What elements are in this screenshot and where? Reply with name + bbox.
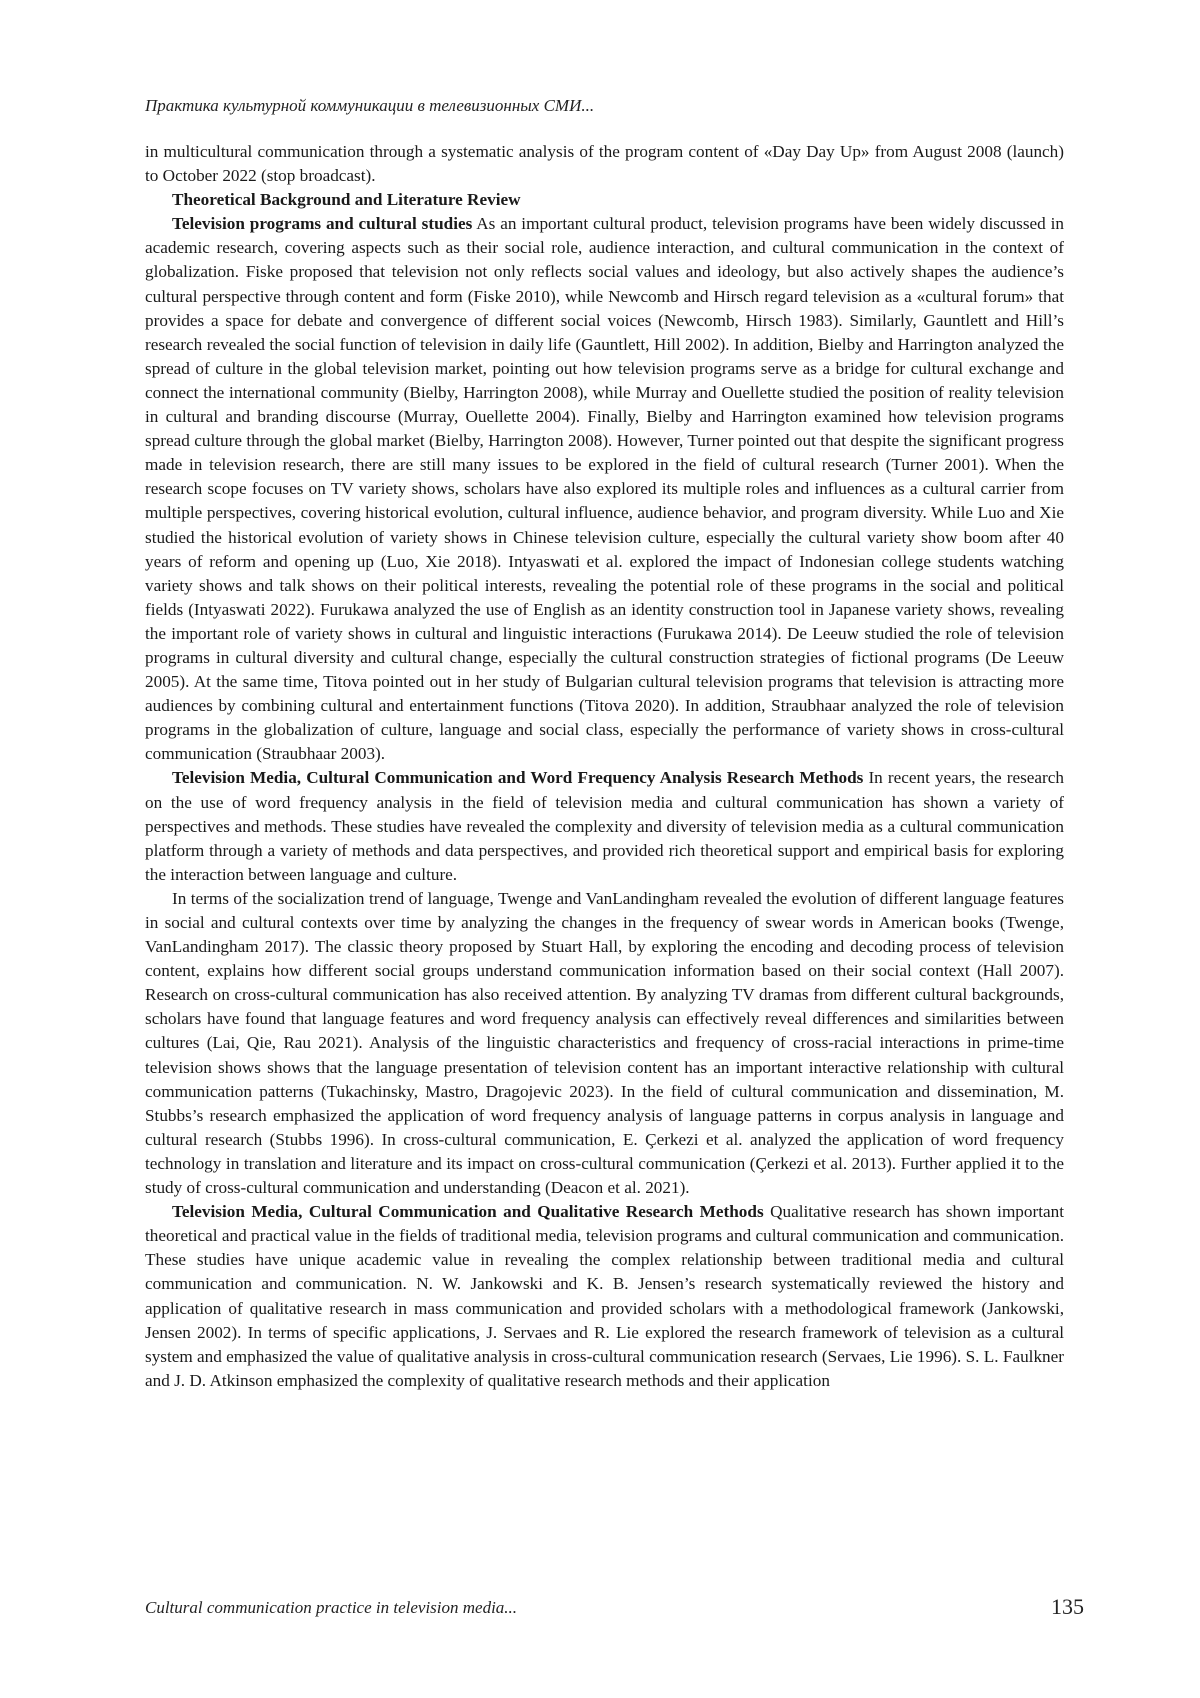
- paragraph-television-programs: [145, 212, 1064, 766]
- paragraph-intro-continuation: in multicultural communication through a systematic analysis of the program content of «Day Day Up» from August 2008 (launch) to October 2022 (stop broadcast).: [145, 142, 1064, 186]
- run-in-heading-qualitative: Television Media, Cultural Communication and Qualitative Research Methods: [172, 1202, 764, 1222]
- paragraph-text: Qualitative research has shown important theoretical and practical value in the fields of traditional media, television programs and cultural communication and communication. These studies have unique academic value in revealing the complex relationship between traditional media and cultural communication and communication. N. W. Jankowski and K. B. Jensen’s research systematically reviewed the history and application of qualitative research in mass communication and provided scholars with a methodological framework (Jankowski, Jensen 2002). In terms of specific applications, J. Servaes and R. Lie explored the research framework of television as a cultural system and emphasized the value of qualitative analysis in cross-cultural communication research (Servaes, Lie 1996). S. L. Faulkner and J. D. Atkinson emphasized the complexity of qualitative research methods and their application: [145, 1202, 1064, 1390]
- article-body: [145, 140, 1064, 1393]
- paragraph-socialization-trend: In terms of the socialization trend of language, Twenge and VanLandingham revealed the evolution of different language features in social and cultural contexts over time by analyzing the changes in the frequency of swear words in American books (Twenge, VanLandingham 2017). The classic theory proposed by Stuart Hall, by exploring the encoding and decoding process of television content, explains how different social groups understand communication information based on their social context (Hall 2007). Research on cross-cultural communication has also received attention. By analyzing TV dramas from different cultural backgrounds, scholars have found that language features and word frequency analysis can effectively reveal differences and similarities between cultures (Lai, Qie, Rau 2021). Analysis of the linguistic characteristics and frequency of cross-racial interactions in prime-time television shows shows that the language presentation of television content has an important interactive relationship with cultural communication patterns (Tukachinsky, Mastro, Dragojevic 2023). In the field of cultural communication and dissemination, M. Stubbs’s research emphasized the application of word frequency analysis of language patterns in corpus analysis in language and cultural research (Stubbs 1996). In cross-cultural communication, E. Çerkezi et al. analyzed the application of word frequency technology in translation and literature and its impact on cross-cultural communication (Çerkezi et al. 2013). Further applied it to the study of cross-cultural communication and understanding (Deacon et al. 2021).: [145, 888, 1064, 1198]
- paragraph-word-frequency: [145, 766, 1064, 886]
- paragraph-text: In recent years, the research on the use of word frequency analysis in the field of television media and cultural communication has shown a variety of perspectives and methods. These studies have revealed the complexity and diversity of television media as a cultural communication platform through a variety of methods and data perspectives, and provided rich theoretical support and empirical basis for exploring the interaction between language and culture.: [145, 768, 1064, 884]
- paragraph-qualitative-research: [145, 1200, 1064, 1393]
- run-in-heading-word-frequency: Television Media, Cultural Communication and Word Frequency Analysis Research Methods: [172, 768, 864, 788]
- run-in-heading-television-programs: Television programs and cultural studies: [172, 214, 473, 234]
- running-header: Практика культурной коммуникации в телевизионных СМИ...: [145, 96, 595, 115]
- page-number: 135: [1051, 1594, 1084, 1619]
- paragraph-text: As an important cultural product, television programs have been widely discussed in academic research, covering aspects such as their social role, audience interaction, and cultural communication in the context of globalization. Fiske proposed that television not only reflects social values and ideology, but also actively shapes the audience’s cultural perspective through content and form (Fiske 2010), while Newcomb and Hirsch regard television as a «cultural forum» that provides a space for debate and convergence of different social voices (Newcomb, Hirsch 1983). Similarly, Gauntlett and Hill’s research revealed the social function of television in daily life (Gauntlett, Hill 2002). In addition, Bielby and Harrington analyzed the spread of culture in the global television market, pointing out how television programs serve as a bridge for cultural exchange and connect the international community (Bielby, Harrington 2008), while Murray and Ouellette studied the position of reality television in cultural and branding discourse (Murray, Ouellette 2004). Finally, Bielby and Harrington examined how television programs spread culture through the global market (Bielby, Harrington 2008). However, Turner pointed out that despite the significant progress made in television research, there are still many issues to be explored in the field of cultural research (Turner 2001). When the research scope focuses on TV variety shows, scholars have also explored its multiple roles and influences as a cultural carrier from multiple perspectives, covering historical evolution, cultural influence, audience behavior, and program diversity. While Luo and Xie studied the historical evolution of variety shows in Chinese television culture, especially the cultural variety show boom after 40 years of reform and opening up (Luo, Xie 2018). Intyaswati et al. explored the impact of Indonesian college students watching variety shows and talk shows on their political interests, revealing the potential role of these programs in the social and political fields (Intyaswati 2022). Furukawa analyzed the use of English as an identity construction tool in Japanese variety shows, revealing the important role of variety shows in cultural and linguistic interactions (Furukawa 2014). De Leeuw studied the role of television programs in cultural diversity and cultural change, especially the cultural construction strategies of fictional programs (De Leeuw 2005). At the same time, Titova pointed out in her study of Bulgarian cultural television programs that television is attracting more audiences by combining cultural and entertainment functions (Titova 2020). In addition, Straubhaar analyzed the role of television programs in the globalization of culture, language and social class, especially the performance of variety shows in cross-cultural communication (Straubhaar 2003).: [145, 214, 1064, 764]
- section-heading: Theoretical Background and Literature Review: [172, 190, 521, 210]
- running-footer: Cultural communication practice in television media...: [145, 1598, 518, 1617]
